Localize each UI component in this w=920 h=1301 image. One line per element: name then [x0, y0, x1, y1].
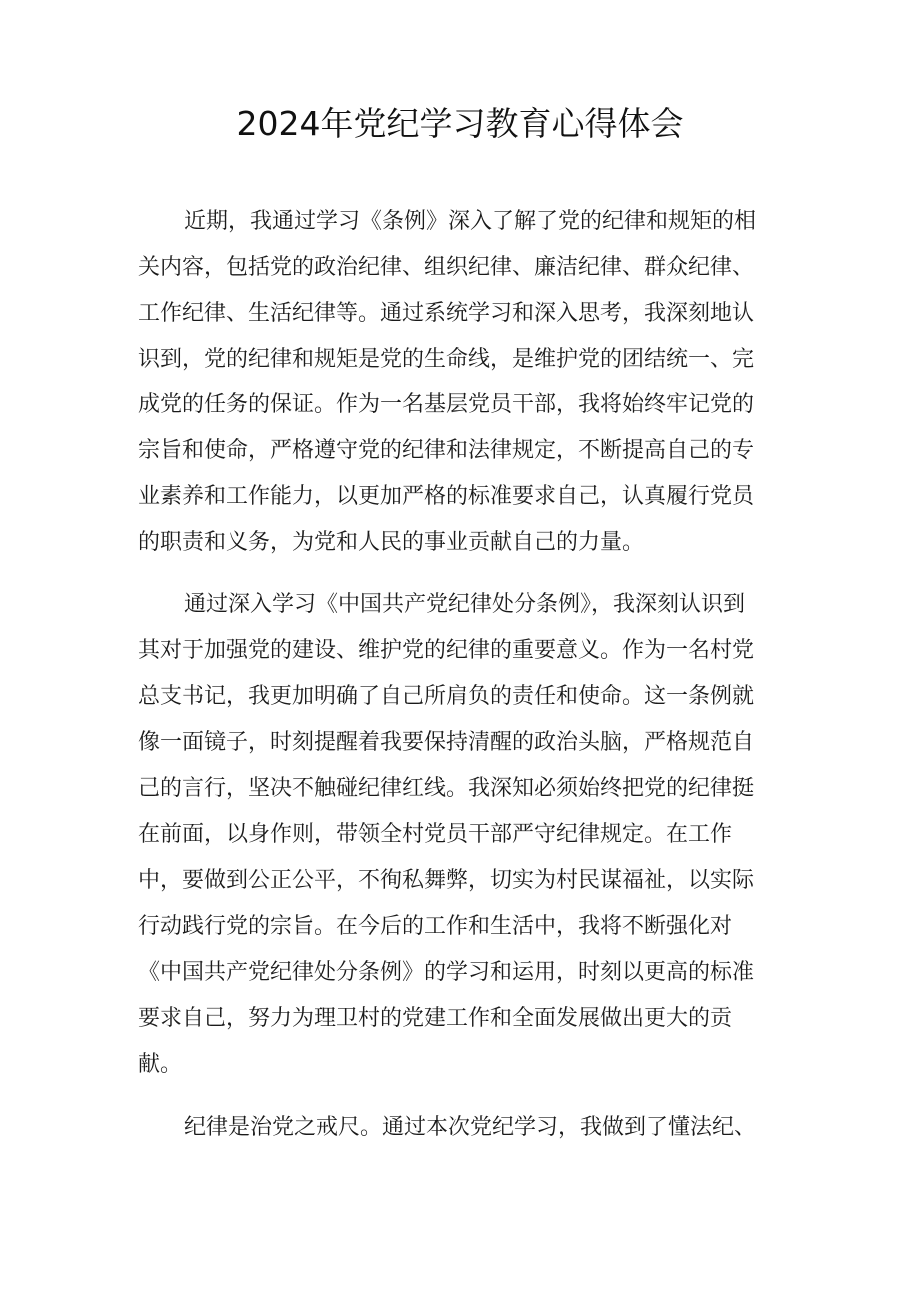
- document-title: 2024年党纪学习教育心得体会: [236, 104, 684, 143]
- paragraph-2-line-5: 己的言行，坚决不触碰纪律红线。我深知必须始终把党的纪律挺: [138, 776, 755, 801]
- paragraph-3-line-1: 纪律是治党之戒尺。通过本次党纪学习，我做到了懂法纪、: [184, 1115, 757, 1140]
- paragraph-2-line-6: 在前面，以身作则，带领全村党员干部严守纪律规定。在工作: [138, 822, 733, 847]
- paragraph-1-line-4: 识到，党的纪律和规矩是党的生命线，是维护党的团结统一、完: [138, 347, 755, 372]
- paragraph-2-line-10: 要求自己，努力为理卫村的党建工作和全面发展做出更大的贡: [138, 1006, 733, 1031]
- paragraph-2-line-9: 《中国共产党纪律处分条例》的学习和运用，时刻以更高的标准: [138, 960, 755, 985]
- paragraph-1-line-6: 宗旨和使命，严格遵守党的纪律和法律规定，不断提高自己的专: [138, 438, 755, 463]
- paragraph-2-line-3: 总支书记，我更加明确了自己所肩负的责任和使命。这一条例就: [138, 684, 755, 709]
- paragraph-2-line-1: 通过深入学习《中国共产党纪律处分条例》，我深刻认识到: [184, 592, 746, 617]
- paragraph-1-line-1: 近期，我通过学习《条例》深入了解了党的纪律和规矩的相: [184, 209, 757, 234]
- paragraph-1-line-8: 的职责和义务，为党和人民的事业贡献自己的力量。: [138, 530, 645, 555]
- paragraph-2-line-7: 中，要做到公正公平，不徇私舞弊，切实为村民谋福祉，以实际: [138, 868, 755, 893]
- paragraph-1-line-5: 成党的任务的保证。作为一名基层党员干部，我将始终牢记党的: [138, 392, 755, 417]
- paragraph-2-line-4: 像一面镜子，时刻提醒着我要保持清醒的政治头脑，严格规范自: [138, 730, 755, 755]
- paragraph-2-line-11: 献。: [138, 1052, 183, 1077]
- paragraph-2-line-8: 行动践行党的宗旨。在今后的工作和生活中，我将不断强化对: [138, 914, 733, 939]
- paragraph-1-line-3: 工作纪律、生活纪律等。通过系统学习和深入思考，我深刻地认: [138, 301, 755, 326]
- paragraph-1-line-7: 业素养和工作能力，以更加严格的标准要求自己，认真履行党员: [138, 484, 755, 509]
- paragraph-2-line-2: 其对于加强党的建设、维护党的纪律的重要意义。作为一名村党: [138, 638, 755, 663]
- paragraph-1-line-2: 关内容，包括党的政治纪律、组织纪律、廉洁纪律、群众纪律、: [138, 255, 755, 280]
